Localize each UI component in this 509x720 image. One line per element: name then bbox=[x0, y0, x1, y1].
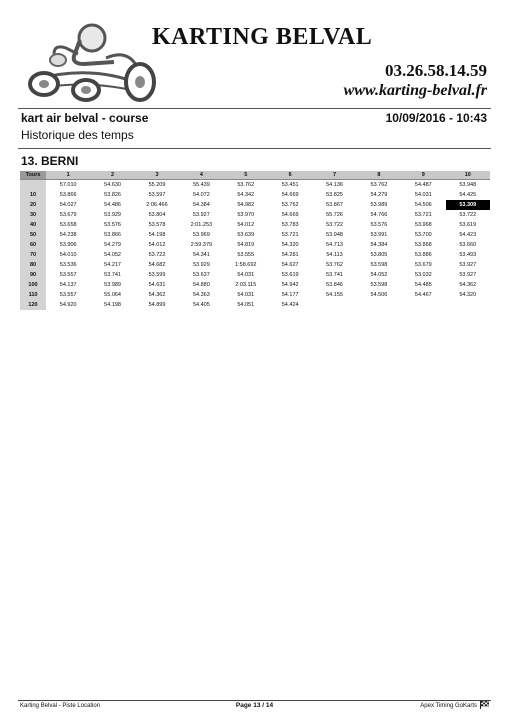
lap-time-cell: 53.948 bbox=[459, 182, 477, 188]
lap-time-cell: 54.669 bbox=[281, 192, 299, 198]
lap-time-cell: 53.576 bbox=[104, 222, 121, 228]
lap-time-cell: 53.866 bbox=[59, 192, 77, 198]
table-row bbox=[20, 220, 490, 230]
lap-time-cell: 53.493 bbox=[459, 252, 477, 258]
lap-time-cell: 54.136 bbox=[326, 182, 343, 188]
lap-time-cell: 54.405 bbox=[192, 302, 210, 308]
footer-divider bbox=[18, 700, 491, 701]
lap-time-cell: 53.721 bbox=[414, 212, 432, 218]
lap-time-cell: 2:01.253 bbox=[190, 222, 213, 228]
lap-time-cell: 54.627 bbox=[281, 262, 299, 268]
row-label: 110 bbox=[20, 290, 46, 300]
table-row bbox=[20, 230, 490, 240]
karting-logo bbox=[14, 18, 164, 108]
lap-time-cell: 54.942 bbox=[281, 282, 299, 288]
table-row bbox=[20, 290, 490, 300]
lap-time-cell: 54.137 bbox=[59, 282, 77, 288]
tours-header: Tours bbox=[20, 171, 46, 180]
lap-time-cell: 54.027 bbox=[59, 202, 77, 208]
lap-time-cell: 53.968 bbox=[414, 222, 432, 228]
lap-time-cell: 54.669 bbox=[281, 212, 299, 218]
row-label: 30 bbox=[20, 210, 46, 220]
lap-time-cell: 54.051 bbox=[237, 302, 255, 308]
table-row bbox=[20, 200, 490, 210]
lap-time-cell: 53.576 bbox=[370, 222, 388, 228]
lap-time-cell: 53.825 bbox=[326, 192, 343, 198]
lap-time-cell: 53.309 bbox=[446, 200, 490, 210]
lap-time-cell: 53.970 bbox=[237, 212, 255, 218]
lap-time-cell: 53.783 bbox=[281, 222, 299, 228]
lap-time-cell: 53.826 bbox=[104, 192, 121, 198]
lap-time-cell: 53.700 bbox=[414, 232, 432, 238]
lap-table-body bbox=[20, 180, 490, 311]
lap-time-cell: 54.506 bbox=[370, 292, 388, 298]
lap-time-cell: 54.031 bbox=[414, 192, 432, 198]
lap-time-cell: 2:59.379 bbox=[190, 242, 213, 248]
lap-time-cell: 54.320 bbox=[281, 242, 299, 248]
lap-time-cell: 54.342 bbox=[237, 192, 255, 198]
column-header: 9 bbox=[401, 171, 445, 180]
lap-time-cell bbox=[312, 300, 356, 310]
lap-time-cell: 53.927 bbox=[459, 262, 477, 268]
table-row bbox=[20, 250, 490, 260]
table-row bbox=[20, 270, 490, 280]
lap-time-cell: 53.741 bbox=[104, 272, 121, 278]
lap-time-cell: 54.423 bbox=[459, 232, 477, 238]
lap-time-cell: 53.867 bbox=[326, 202, 343, 208]
lap-time-cell: 53.804 bbox=[148, 212, 166, 218]
row-label: 40 bbox=[20, 220, 46, 230]
lap-time-cell: 54.819 bbox=[237, 242, 255, 248]
lap-time-cell: 53.451 bbox=[281, 182, 299, 188]
lap-time-cell: 53.948 bbox=[326, 232, 343, 238]
lap-time-cell: 53.599 bbox=[148, 272, 166, 278]
lap-time-cell: 55.726 bbox=[326, 212, 343, 218]
row-label: 100 bbox=[20, 280, 46, 290]
lap-time-cell: 54.920 bbox=[59, 302, 77, 308]
lap-time-cell: 53.619 bbox=[281, 272, 299, 278]
lap-time-cell: 54.031 bbox=[237, 272, 255, 278]
row-label bbox=[20, 180, 46, 191]
lap-time-cell: 54.630 bbox=[104, 182, 121, 188]
footer-software: Apex Timing GoKarts bbox=[420, 703, 477, 709]
race-datetime: 10/09/2016 - 10:43 bbox=[385, 111, 487, 125]
lap-time-cell: 57.010 bbox=[59, 182, 77, 188]
lap-time-cell: 53.991 bbox=[370, 232, 388, 238]
lap-time-cell: 55.209 bbox=[148, 182, 166, 188]
lap-time-cell: 53.597 bbox=[148, 192, 166, 198]
lap-time-cell: 53.619 bbox=[459, 222, 477, 228]
page-number: Page 13 / 14 bbox=[235, 702, 274, 709]
lap-time-cell: 2:03.115 bbox=[235, 282, 257, 288]
column-header: 6 bbox=[268, 171, 312, 180]
lap-time-cell: 54.363 bbox=[192, 292, 210, 298]
lap-time-cell: 2:06.466 bbox=[146, 202, 168, 208]
table-header-row bbox=[20, 171, 490, 180]
lap-time-cell: 54.031 bbox=[237, 292, 255, 298]
phone-number: 03.26.58.14.59 bbox=[385, 61, 487, 80]
row-label: 80 bbox=[20, 260, 46, 270]
lap-time-cell: 53.886 bbox=[414, 252, 432, 258]
lap-time-cell: 54.424 bbox=[281, 302, 299, 308]
lap-time-cell: 54.485 bbox=[414, 282, 432, 288]
lap-time-cell: 53.679 bbox=[59, 212, 77, 218]
section-title: Historique des temps bbox=[21, 128, 134, 142]
lap-time-cell: 53.989 bbox=[104, 282, 121, 288]
lap-time-cell: 1:58.692 bbox=[235, 262, 257, 268]
lap-time-cell: 54.198 bbox=[148, 232, 166, 238]
row-label: 120 bbox=[20, 300, 46, 310]
lap-time-cell: 54.384 bbox=[370, 242, 388, 248]
row-label: 60 bbox=[20, 240, 46, 250]
lap-time-cell bbox=[357, 300, 401, 310]
lap-time-cell: 53.639 bbox=[237, 232, 255, 238]
lap-time-cell: 54.012 bbox=[148, 242, 166, 248]
table-row bbox=[20, 300, 490, 310]
lap-time-cell: 54.341 bbox=[192, 252, 210, 258]
lap-time-cell: 54.052 bbox=[104, 252, 121, 258]
lap-time-cell: 55.064 bbox=[104, 292, 121, 298]
lap-time-cell: 54.238 bbox=[59, 232, 77, 238]
lap-time-cell: 54.281 bbox=[281, 252, 299, 258]
lap-time-cell: 54.486 bbox=[104, 202, 121, 208]
lap-time-cell: 53.555 bbox=[237, 252, 255, 258]
lap-time-cell: 54.155 bbox=[326, 292, 343, 298]
checkered-flag-icon bbox=[480, 701, 489, 709]
section-divider bbox=[18, 148, 491, 149]
lap-time-cell: 54.682 bbox=[148, 262, 166, 268]
lap-time-cell: 54.713 bbox=[326, 242, 343, 248]
lap-time-cell: 53.722 bbox=[326, 222, 343, 228]
lap-time-cell: 53.721 bbox=[281, 232, 299, 238]
row-label: 50 bbox=[20, 230, 46, 240]
lap-time-cell bbox=[446, 300, 490, 310]
lap-time-cell: 53.929 bbox=[104, 212, 121, 218]
lap-time-cell: 54.320 bbox=[459, 292, 477, 298]
column-header: 10 bbox=[446, 171, 490, 180]
lap-time-cell: 54.487 bbox=[414, 182, 432, 188]
footer-location: Karting Belval - Piste Location bbox=[20, 703, 101, 709]
lap-time-cell: 55.439 bbox=[192, 182, 210, 188]
lap-time-cell: 54.072 bbox=[192, 192, 210, 198]
column-header: 7 bbox=[312, 171, 356, 180]
lap-time-cell: 54.198 bbox=[104, 302, 121, 308]
lap-time-cell: 53.927 bbox=[192, 212, 210, 218]
table-row bbox=[20, 190, 490, 200]
lap-time-cell: 54.880 bbox=[192, 282, 210, 288]
lap-time-cell: 53.969 bbox=[192, 232, 210, 238]
brand-title: KARTING BELVAL bbox=[152, 24, 373, 50]
lap-time-cell: 53.805 bbox=[370, 252, 388, 258]
lap-time-cell: 53.598 bbox=[370, 262, 388, 268]
lap-time-cell: 54.467 bbox=[414, 292, 432, 298]
lap-time-cell: 53.032 bbox=[414, 272, 432, 278]
lap-time-cell: 54.010 bbox=[59, 252, 77, 258]
lap-time-cell: 53.741 bbox=[326, 272, 343, 278]
column-header: 2 bbox=[90, 171, 134, 180]
header-divider bbox=[18, 108, 491, 109]
table-row bbox=[20, 240, 490, 250]
lap-time-cell: 53.868 bbox=[414, 242, 432, 248]
column-header: 8 bbox=[357, 171, 401, 180]
lap-time-cell: 54.766 bbox=[370, 212, 388, 218]
lap-time-cell: 53.557 bbox=[59, 292, 77, 298]
lap-time-cell: 53.722 bbox=[148, 252, 166, 258]
table-row bbox=[20, 280, 490, 290]
lap-time-cell: 53.929 bbox=[192, 262, 210, 268]
column-header: 3 bbox=[135, 171, 179, 180]
lap-time-cell: 54.217 bbox=[104, 262, 121, 268]
lap-times-table bbox=[20, 171, 490, 310]
lap-time-cell: 53.866 bbox=[104, 232, 121, 238]
lap-time-cell: 54.384 bbox=[192, 202, 210, 208]
lap-time-cell: 54.279 bbox=[104, 242, 121, 248]
lap-time-cell: 53.762 bbox=[326, 262, 343, 268]
lap-time-cell: 53.762 bbox=[237, 182, 255, 188]
lap-time-cell: 54.012 bbox=[237, 222, 255, 228]
website-url: www.karting-belval.fr bbox=[343, 82, 487, 99]
driver-name: 13. BERNI bbox=[21, 154, 79, 168]
column-header: 5 bbox=[224, 171, 268, 180]
lap-time-cell: 54.052 bbox=[370, 272, 388, 278]
lap-time-cell: 53.536 bbox=[59, 262, 77, 268]
row-label: 10 bbox=[20, 190, 46, 200]
lap-time-cell: 53.762 bbox=[281, 202, 299, 208]
lap-time-cell: 54.506 bbox=[414, 202, 432, 208]
table-row bbox=[20, 180, 490, 191]
table-row bbox=[20, 210, 490, 220]
lap-time-cell: 53.557 bbox=[59, 272, 77, 278]
lap-time-cell: 53.762 bbox=[370, 182, 388, 188]
lap-time-cell: 53.927 bbox=[459, 272, 477, 278]
lap-time-cell: 54.982 bbox=[237, 202, 255, 208]
lap-time-cell: 53.658 bbox=[59, 222, 77, 228]
lap-time-cell: 53.846 bbox=[326, 282, 343, 288]
row-label: 90 bbox=[20, 270, 46, 280]
lap-time-cell: 53.660 bbox=[459, 242, 477, 248]
lap-time-cell: 53.578 bbox=[148, 222, 166, 228]
table-row bbox=[20, 260, 490, 270]
lap-time-cell: 53.989 bbox=[370, 202, 388, 208]
lap-time-cell: 54.177 bbox=[281, 292, 299, 298]
lap-time-cell: 53.906 bbox=[59, 242, 77, 248]
lap-time-cell: 54.631 bbox=[148, 282, 166, 288]
lap-time-cell: 54.362 bbox=[148, 292, 166, 298]
lap-time-cell: 54.425 bbox=[459, 192, 477, 198]
lap-time-cell: 54.113 bbox=[326, 252, 343, 258]
race-subtitle: kart air belval - course bbox=[21, 111, 149, 125]
lap-time-cell: 53.598 bbox=[370, 282, 388, 288]
lap-time-cell: 54.279 bbox=[370, 192, 388, 198]
lap-time-cell: 53.637 bbox=[192, 272, 210, 278]
column-header: 1 bbox=[46, 171, 90, 180]
lap-time-cell: 54.899 bbox=[148, 302, 166, 308]
row-label: 20 bbox=[20, 200, 46, 210]
lap-time-cell bbox=[401, 300, 445, 310]
row-label: 70 bbox=[20, 250, 46, 260]
column-header: 4 bbox=[179, 171, 223, 180]
lap-time-cell: 53.722 bbox=[459, 212, 477, 218]
lap-time-cell: 53.679 bbox=[414, 262, 432, 268]
lap-time-cell: 54.362 bbox=[459, 282, 477, 288]
